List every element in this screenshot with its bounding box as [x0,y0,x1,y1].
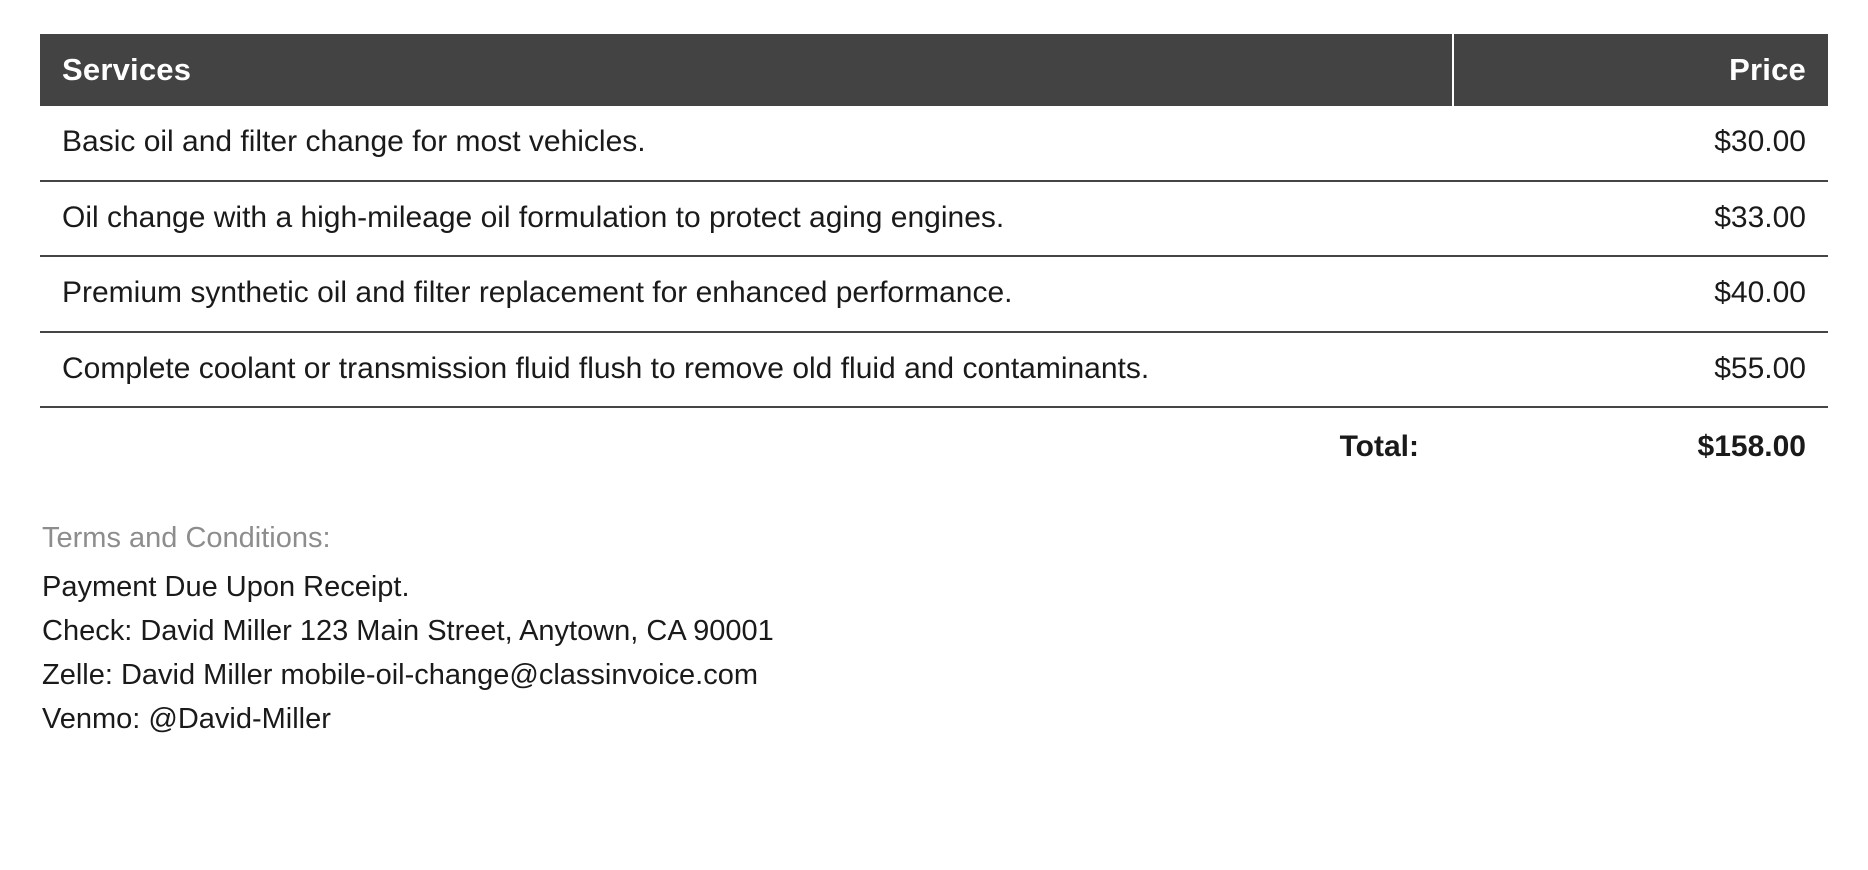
service-price: $33.00 [1453,181,1828,257]
column-header-services: Services [40,34,1453,106]
services-table-head [40,34,1828,106]
terms-line-zelle: Zelle: David Miller mobile-oil-change@classinvoice.com [42,659,759,692]
table-row [40,256,1828,332]
service-description: Basic oil and filter change for most vehicles. [40,106,1453,181]
service-price: $55.00 [1453,332,1828,408]
total-label: Total: [1339,430,1419,463]
terms-line-venmo: Venmo: @David-Miller [42,703,331,736]
service-description: Oil change with a high-mileage oil formulation to protect aging engines. [40,181,1453,257]
services-table-body [40,106,1828,407]
terms-and-conditions-section [40,522,1828,741]
column-header-price: Price [1453,34,1828,106]
services-table-foot [40,407,1828,474]
terms-heading: Terms and Conditions: [42,522,331,554]
service-description: Premium synthetic oil and filter replacement for enhanced performance. [40,256,1453,332]
terms-line-check: Check: David Miller 123 Main Street, Anytown, CA 90001 [42,615,774,648]
table-header-row [40,34,1828,106]
table-row [40,181,1828,257]
service-price: $30.00 [1453,106,1828,181]
terms-line-payment: Payment Due Upon Receipt. [42,571,410,603]
total-row [40,407,1828,474]
service-description: Complete coolant or transmission fluid flush to remove old fluid and contaminants. [40,332,1453,408]
service-price: $40.00 [1453,256,1828,332]
table-row [40,106,1828,181]
total-value: $158.00 [1697,430,1806,463]
table-row [40,332,1828,408]
services-table [40,34,1828,474]
